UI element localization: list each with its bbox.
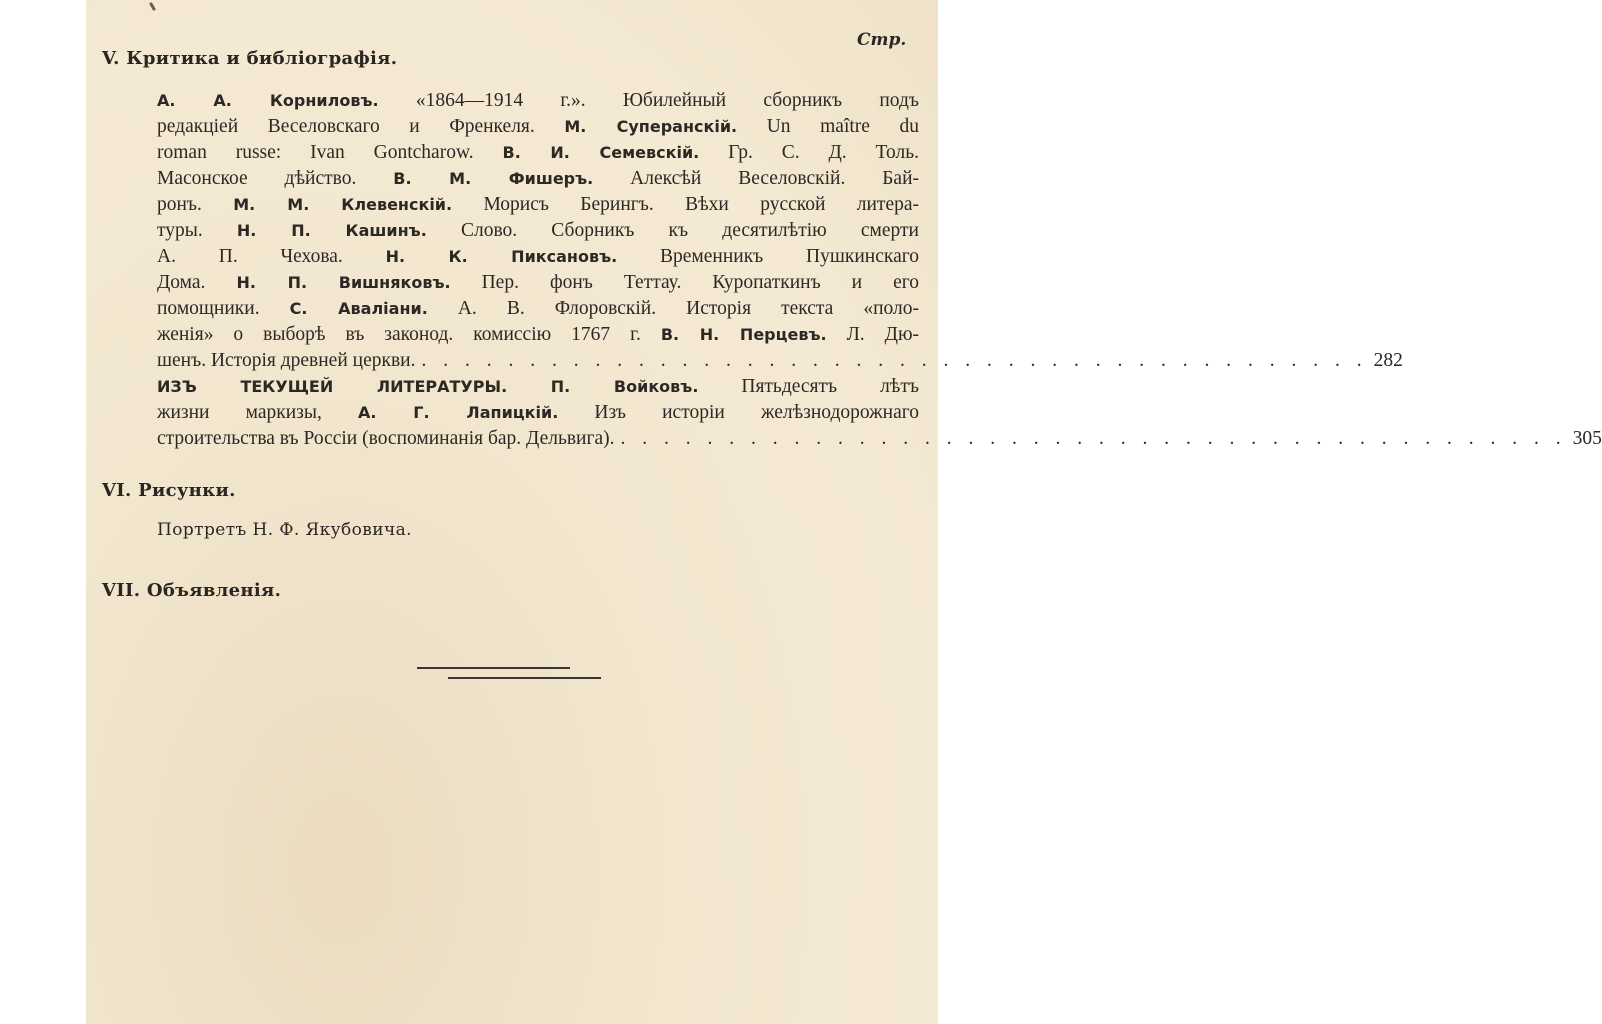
section-vi-item: Портретъ Н. Ф. Якубовича.	[157, 520, 412, 540]
section-v-title: V. Критика и библіографія.	[102, 48, 398, 69]
entry-text: Л. Дю-	[826, 324, 920, 345]
author-name: В. И. Семевскій.	[502, 143, 700, 162]
section-vii-title: VII. Объявленія.	[102, 580, 282, 601]
entry-text: Алексѣй Веселовскій. Бай-	[593, 168, 920, 189]
ink-speck	[149, 2, 156, 11]
entry-text: шенъ. Исторія древней церкви.	[157, 350, 416, 371]
divider-rule-lower	[448, 677, 601, 679]
toc-line	[157, 140, 919, 166]
entry-text: туры.	[157, 220, 237, 241]
author-name: М. Суперанскій.	[564, 117, 738, 136]
author-name: М. М. Клевенскій.	[233, 195, 453, 214]
entry-text: женія» о выборѣ въ законод. комиссію 1767 г.	[157, 324, 661, 345]
toc-line-with-page	[157, 426, 1602, 452]
entry-text: «1864—1914 г.». Юбилейный сборникъ подъ	[378, 90, 919, 111]
toc-line	[157, 88, 919, 114]
author-name: ИЗЪ ТЕКУЩЕЙ ЛИТЕРАТУРЫ. П. Войковъ.	[157, 377, 699, 396]
author-name: Н. К. Пиксановъ.	[385, 247, 618, 266]
toc-line	[157, 114, 919, 140]
entry-text: roman russe: Ivan Gontcharow.	[157, 142, 503, 163]
author-name: В. М. Фишеръ.	[393, 169, 594, 188]
entry-text: ронъ.	[157, 194, 234, 215]
page-number: 282	[1373, 350, 1403, 371]
toc-line	[157, 400, 919, 426]
entry-text: А. П. Чехова.	[157, 246, 386, 267]
entry-text: Дома.	[157, 272, 237, 293]
entry-text: Изъ исторіи желѣзнодорожнаго	[558, 402, 920, 423]
author-name: А. Г. Лапицкій.	[358, 403, 559, 422]
toc-line	[157, 270, 919, 296]
toc-line	[157, 296, 919, 322]
toc-line	[157, 166, 919, 192]
entry-text: строительства въ Россіи (воспоминанія бар. Дельвига).	[157, 428, 615, 449]
entry-text: А. В. Флоровскій. Исторія текста «поло-	[427, 298, 919, 319]
leader-dots: . . . . . . . . . . . . . . . . . . . . . . . . . . . . . . . . . . . . . . . . . . . .	[421, 350, 1368, 371]
entry-text: Гр. С. Д. Толь.	[699, 142, 919, 163]
section-vi-title: VI. Рисунки.	[102, 480, 236, 501]
author-name: Н. П. Вишняковъ.	[236, 273, 451, 292]
leader-dots: . . . . . . . . . . . . . . . . . . . . . . . . . . . . . . . . . . . . . . . . . . . .	[620, 428, 1567, 449]
author-name: Н. П. Кашинъ.	[236, 221, 427, 240]
author-name: А. А. Корниловъ.	[157, 91, 379, 110]
entry-text: жизни маркизы,	[157, 402, 358, 423]
entry-text: Пер. фонъ Теттау. Куропаткинъ и его	[450, 272, 920, 293]
entry-text: Пятьдесятъ лѣтъ	[698, 376, 919, 397]
divider-rule-upper	[417, 667, 570, 669]
entry-text: Временникъ Пушкинскаго	[617, 246, 919, 267]
entry-text: редакціей Веселовскаго и Френкеля.	[157, 116, 565, 137]
page-number: 305	[1572, 428, 1602, 449]
toc-line	[157, 218, 919, 244]
entry-text: Un maître du	[737, 116, 919, 137]
author-name: В. Н. Перцевъ.	[660, 325, 827, 344]
entry-text: Слово. Сборникъ къ десятилѣтію смерти	[426, 220, 919, 241]
page-column-label: Стр.	[857, 30, 907, 50]
entry-text: Морисъ Берингъ. Вѣхи русской литера-	[452, 194, 919, 215]
toc-line-with-page	[157, 348, 1403, 374]
author-name: С. Аваліани.	[289, 299, 428, 318]
entry-text: Масонское дѣйство.	[157, 168, 394, 189]
entry-text: помощники.	[157, 298, 290, 319]
toc-line	[157, 244, 919, 270]
toc-line	[157, 374, 919, 400]
toc-line	[157, 192, 919, 218]
book-page	[86, 0, 1602, 1024]
toc-line	[157, 322, 919, 348]
